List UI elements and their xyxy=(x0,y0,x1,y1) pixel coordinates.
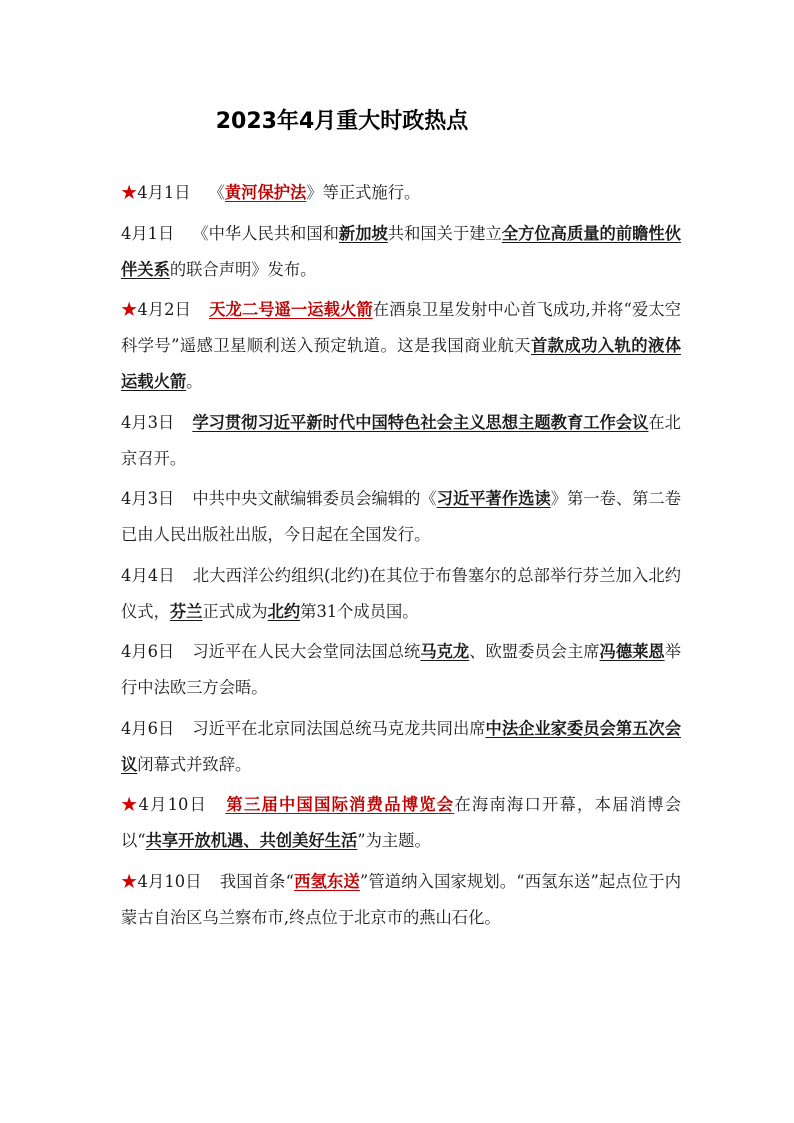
document-title: 2023年4月重大时政热点 xyxy=(215,109,469,134)
star-icon: ★ xyxy=(121,183,138,202)
key-term-red: 黄河保护法 xyxy=(224,183,307,202)
news-entry xyxy=(121,481,681,553)
entry-text: 中共中央文献编辑委员会编辑的《 xyxy=(192,489,437,508)
key-term: 习近平著作选读 xyxy=(436,489,551,508)
star-icon: ★ xyxy=(121,300,138,319)
entry-text: 闭幕式并致辞。 xyxy=(137,754,252,774)
entry-date: 4月10日 xyxy=(138,795,208,814)
star-icon: ★ xyxy=(121,871,138,891)
key-term: 中法企业家委员会第五次会议 xyxy=(121,718,681,774)
entry-text: ”管道纳入国家规划。“西氢东送”起点位于内蒙古自治区乌兰察布市,终点位于北京市的燕山石化。 xyxy=(121,871,681,927)
entry-date: 4月6日 xyxy=(121,718,175,738)
entry-date: 4月2日 xyxy=(137,300,191,319)
entry-text: 北大西洋公约组织(北约)在其位于布鲁塞尔的总部举行芬兰加入北约仪式， xyxy=(121,565,682,621)
key-term-red: 第三届中国国际消费品博览会 xyxy=(225,795,455,814)
entry-date: 4月3日 xyxy=(121,412,175,432)
entry-date: 4月3日 xyxy=(121,489,175,508)
news-entry xyxy=(121,558,681,630)
entry-date: 4月10日 xyxy=(137,871,202,891)
entry-text: 。 xyxy=(186,372,203,391)
news-entry xyxy=(121,864,681,936)
entry-text: 举行中法欧三方会晤。 xyxy=(121,642,681,697)
key-term-red: 西氢东送 xyxy=(293,871,360,891)
key-term: 新加坡 xyxy=(338,223,388,243)
entry-text: 第31个成员国。 xyxy=(300,601,419,621)
entry-text: 习近平在人民大会堂同法国总统 xyxy=(192,642,421,661)
entry-text: 正式成为 xyxy=(202,601,268,621)
key-term: 共享开放机遇、共创美好生活 xyxy=(145,831,358,850)
news-entry xyxy=(121,634,681,706)
key-term: 马克龙 xyxy=(420,642,470,661)
news-entry xyxy=(121,216,681,288)
news-entry xyxy=(121,787,681,859)
entry-text: 的联合声明》发布。 xyxy=(169,259,317,279)
key-term-red: 天龙二号遥一运载火箭 xyxy=(209,300,373,319)
news-list xyxy=(121,175,681,940)
entry-date: 4月6日 xyxy=(121,642,175,661)
key-term: 芬兰 xyxy=(169,601,203,621)
key-term: 北约 xyxy=(267,601,301,621)
entry-date: 4月1日 xyxy=(137,183,191,202)
key-term: 首款成功入轨的液体运载火箭 xyxy=(121,336,681,391)
key-term: 全方位高质量的前瞻性伙伴关系 xyxy=(121,223,681,279)
entry-date: 4月1日 xyxy=(121,223,175,243)
entry-text: 共和国关于建立 xyxy=(387,223,502,243)
news-entry xyxy=(121,175,681,211)
entry-date: 4月4日 xyxy=(121,565,175,585)
key-term: 学习贯彻习近平新时代中国特色社会主义思想主题教育工作会议 xyxy=(192,412,649,432)
news-entry xyxy=(121,405,681,477)
entry-text: 在北京召开。 xyxy=(121,412,681,468)
entry-text: 》等正式施行。 xyxy=(306,183,421,202)
entry-text: 我国首条“ xyxy=(219,871,294,891)
news-entry xyxy=(121,292,681,400)
entry-text: 、欧盟委员会主席 xyxy=(469,642,600,661)
entry-text: 在酒泉卫星发射中心首飞成功,并将“爱太空科学号”遥感卫星顺利送入预定轨道。这是我国商业航天 xyxy=(121,300,681,355)
entry-text: 》第一卷、第二卷已由人民出版社出版，今日起在全国发行。 xyxy=(121,489,681,544)
star-icon: ★ xyxy=(121,795,139,814)
entry-text: 在海南海口开幕，本届消博会以“ xyxy=(121,795,681,850)
key-term: 冯德莱恩 xyxy=(599,642,665,661)
entry-text: 《中华人民共和国和 xyxy=(192,223,339,243)
entry-text: 习近平在北京同法国总统马克龙共同出席 xyxy=(192,718,486,738)
entry-text: 《 xyxy=(208,183,225,202)
news-entry xyxy=(121,711,681,783)
entry-text: ”为主题。 xyxy=(357,831,431,850)
